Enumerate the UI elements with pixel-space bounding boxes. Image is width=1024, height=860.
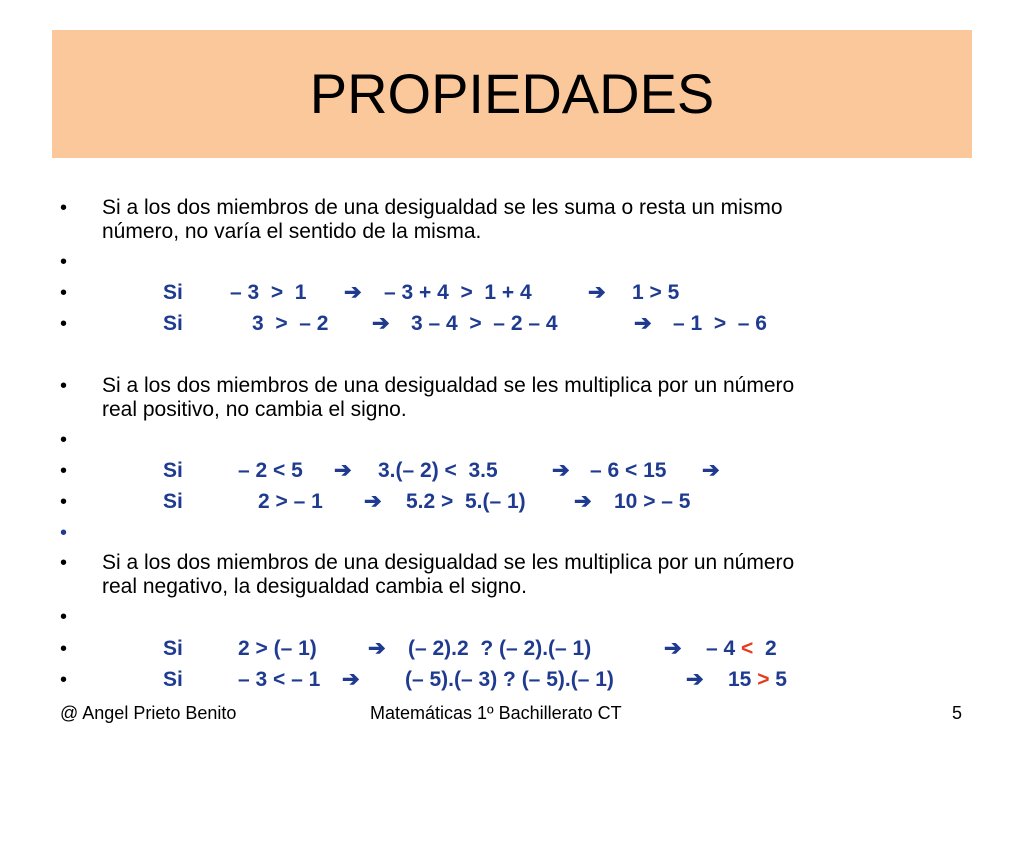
bullet: • (60, 313, 68, 335)
paragraph-1 (102, 196, 962, 244)
example-step: – 3 + 4 > 1 + 4 (384, 281, 532, 304)
bullet: • (60, 606, 68, 628)
example-step: 5.2 > 5.(– 1) (406, 490, 526, 513)
bullet: • (60, 552, 68, 574)
paragraph-3-line-2: real negativo, la desigualdad cambia el signo. (102, 575, 527, 598)
bullet: • (60, 460, 68, 482)
footer-author: @ Angel Prieto Benito (60, 703, 237, 723)
example-result (728, 668, 787, 692)
result-sign: > (757, 668, 770, 691)
paragraph-3-line-1: Si a los dos miembros de una desigualdad se les multiplica por un número (102, 551, 795, 574)
arrow-icon: ➔ (574, 490, 592, 513)
result-left: 15 (728, 668, 758, 691)
paragraph-1-line-1: Si a los dos miembros de una desigualdad se les suma o resta un mismo (102, 196, 783, 219)
example-result: 10 > – 5 (614, 490, 691, 513)
arrow-icon: ➔ (372, 312, 390, 335)
result-right: 2 (753, 637, 777, 660)
example-step: 3 – 4 > – 2 – 4 (411, 312, 558, 335)
bullet: • (60, 669, 68, 691)
bullet: • (60, 282, 68, 304)
result-left: – 4 (706, 637, 742, 660)
si-label: Si (163, 459, 183, 482)
si-label: Si (163, 281, 183, 304)
example-step: 3.(– 2) < 3.5 (378, 459, 498, 482)
bullet: • (60, 429, 68, 451)
si-label: Si (163, 668, 183, 691)
arrow-icon: ➔ (664, 637, 682, 660)
arrow-icon: ➔ (342, 668, 360, 691)
result-sign: < (741, 637, 754, 660)
paragraph-2 (102, 374, 962, 422)
example-premise: – 3 < – 1 (238, 668, 321, 691)
bullet: • (60, 375, 68, 397)
page-number: 5 (952, 703, 963, 723)
arrow-icon: ➔ (364, 490, 382, 513)
arrow-icon: ➔ (686, 668, 704, 691)
arrow-icon: ➔ (588, 281, 606, 304)
si-label: Si (163, 312, 183, 335)
example-result: – 1 > – 6 (673, 312, 767, 335)
arrow-icon: ➔ (344, 281, 362, 304)
example-premise: 3 > – 2 (252, 312, 329, 335)
example-step: (– 5).(– 3) ? (– 5).(– 1) (405, 668, 614, 691)
paragraph-2-line-1: Si a los dos miembros de una desigualdad se les multiplica por un número (102, 374, 795, 397)
footer-course: Matemáticas 1º Bachillerato CT (370, 703, 622, 723)
paragraph-2-line-2: real positivo, no cambia el signo. (102, 398, 407, 421)
example-result (706, 637, 777, 661)
bullet: • (60, 197, 68, 219)
example-result: 1 > 5 (632, 281, 680, 304)
arrow-icon: ➔ (334, 459, 352, 482)
bullet: • (60, 638, 68, 660)
example-premise: – 2 < 5 (238, 459, 303, 482)
arrow-icon: ➔ (552, 459, 570, 482)
example-premise: 2 > (– 1) (238, 637, 317, 660)
slide-title: PROPIEDADES (309, 62, 715, 125)
title-band (52, 30, 972, 158)
arrow-icon: ➔ (368, 637, 386, 660)
example-result: – 6 < 15 (590, 459, 667, 482)
paragraph-3 (102, 551, 962, 599)
bullet: • (60, 522, 68, 544)
bullet: • (60, 491, 68, 513)
si-label: Si (163, 637, 183, 660)
example-step: (– 2).2 ? (– 2).(– 1) (408, 637, 592, 660)
bullet: • (60, 251, 68, 273)
result-right: 5 (769, 668, 787, 691)
example-premise: 2 > – 1 (258, 490, 323, 513)
arrow-icon: ➔ (702, 459, 720, 482)
paragraph-1-line-2: número, no varía el sentido de la misma. (102, 220, 482, 243)
arrow-icon: ➔ (634, 312, 652, 335)
si-label: Si (163, 490, 183, 513)
example-premise: – 3 > 1 (230, 281, 307, 304)
